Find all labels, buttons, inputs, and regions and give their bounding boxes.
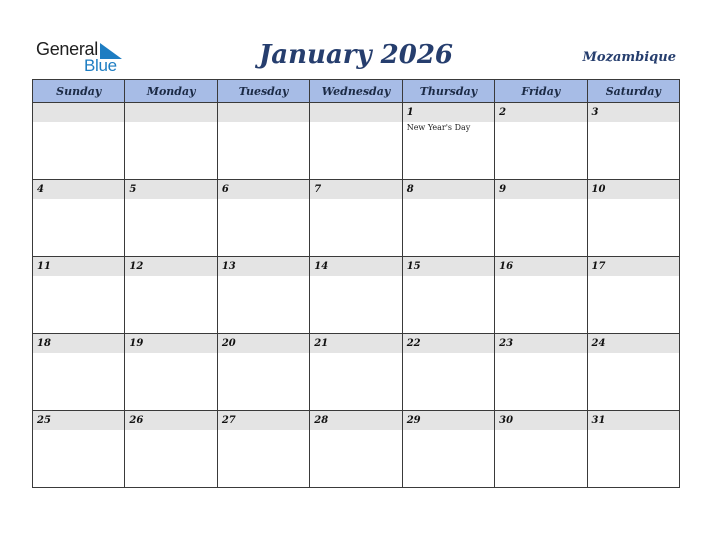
- day-number-band: [218, 257, 309, 276]
- day-number: 16: [499, 261, 514, 272]
- day-number-band: [588, 103, 679, 122]
- day-number-band: [33, 334, 124, 353]
- day-number-band: [125, 103, 216, 122]
- holiday-label: New Year's Day: [406, 123, 471, 132]
- day-number: 26: [129, 415, 144, 426]
- weekday-header: Sunday: [33, 80, 125, 103]
- day-cell: [33, 180, 125, 257]
- country-label: Mozambique: [582, 50, 676, 65]
- weekday-header: Saturday: [587, 80, 679, 103]
- day-number-band: [33, 180, 124, 199]
- week-row: [33, 180, 680, 257]
- day-number: 18: [37, 338, 51, 349]
- day-number-band: [33, 411, 124, 430]
- day-cell: [495, 334, 587, 411]
- week-row: [33, 257, 680, 334]
- day-number: 12: [129, 261, 144, 272]
- day-number: 2: [499, 107, 507, 118]
- day-number: 8: [406, 184, 414, 195]
- day-cell: [495, 411, 587, 488]
- day-cell: [495, 257, 587, 334]
- day-number-band: [125, 180, 216, 199]
- day-cell: [217, 103, 309, 180]
- day-number-band: [495, 257, 586, 276]
- week-row: [33, 103, 680, 180]
- day-number-band: [310, 411, 401, 430]
- day-number: 21: [314, 338, 329, 349]
- day-number-band: [403, 103, 494, 122]
- weekday-header: Thursday: [402, 80, 494, 103]
- day-number: 7: [314, 184, 322, 195]
- day-number: 13: [221, 261, 236, 272]
- day-cell: [217, 411, 309, 488]
- weekday-header: Monday: [125, 80, 217, 103]
- day-cell: [587, 334, 679, 411]
- day-cell: [587, 180, 679, 257]
- day-number: 9: [499, 184, 507, 195]
- day-number-band: [588, 411, 679, 430]
- day-number-band: [403, 257, 494, 276]
- day-cell: [402, 334, 494, 411]
- day-number: 5: [129, 184, 137, 195]
- day-number: 6: [221, 184, 229, 195]
- day-number-band: [588, 180, 679, 199]
- day-number-band: [495, 180, 586, 199]
- day-cell: [33, 257, 125, 334]
- day-number: 11: [37, 261, 51, 272]
- day-number-band: [495, 411, 586, 430]
- day-number-band: [125, 411, 216, 430]
- day-number-band: [218, 411, 309, 430]
- day-number: 19: [129, 338, 144, 349]
- day-number-band: [33, 257, 124, 276]
- day-cell: [310, 411, 402, 488]
- logo-text-blue: Blue: [84, 56, 117, 75]
- day-number: 27: [221, 415, 236, 426]
- day-number-band: [310, 257, 401, 276]
- day-cell: [125, 103, 217, 180]
- day-cell: [402, 257, 494, 334]
- day-cell: [310, 103, 402, 180]
- day-cell: [587, 257, 679, 334]
- day-cell: [33, 411, 125, 488]
- day-number: 4: [37, 184, 44, 195]
- week-row: [33, 411, 680, 488]
- day-cell: [33, 334, 125, 411]
- day-cell: [125, 411, 217, 488]
- day-cell: [217, 334, 309, 411]
- day-number: 31: [591, 415, 606, 426]
- day-number: 20: [221, 338, 236, 349]
- day-number-band: [495, 103, 586, 122]
- day-cell: [402, 180, 494, 257]
- day-number-band: [403, 411, 494, 430]
- day-number-band: [218, 103, 309, 122]
- day-cell: [402, 411, 494, 488]
- calendar-grid: [32, 79, 680, 488]
- day-number: 29: [406, 415, 421, 426]
- day-number-band: [125, 257, 216, 276]
- day-cell: [495, 103, 587, 180]
- logo-text-general: General: [36, 39, 98, 59]
- day-number-band: [218, 334, 309, 353]
- day-number-band: [403, 180, 494, 199]
- day-number: 22: [406, 338, 421, 349]
- day-number: 24: [591, 338, 606, 349]
- day-number: 1: [406, 107, 414, 118]
- day-number: 15: [406, 261, 421, 272]
- day-number: 30: [499, 415, 514, 426]
- day-cell: [310, 180, 402, 257]
- month-title: January 2026: [258, 40, 454, 70]
- day-number-band: [310, 103, 401, 122]
- day-number: 14: [314, 261, 329, 272]
- day-cell: [125, 180, 217, 257]
- day-number-band: [588, 257, 679, 276]
- weekday-header: Wednesday: [310, 80, 402, 103]
- day-cell: [33, 103, 125, 180]
- day-cell: [587, 411, 679, 488]
- day-cell: [125, 334, 217, 411]
- day-cell: [125, 257, 217, 334]
- day-number: 23: [499, 338, 514, 349]
- day-number-band: [125, 334, 216, 353]
- day-cell: [310, 334, 402, 411]
- day-cell: [217, 257, 309, 334]
- day-number: 28: [314, 415, 329, 426]
- day-number-band: [403, 334, 494, 353]
- day-cell: [495, 180, 587, 257]
- day-number: 17: [591, 261, 606, 272]
- day-number: 10: [591, 184, 606, 195]
- day-cell: [402, 103, 494, 180]
- day-number-band: [588, 334, 679, 353]
- day-number-band: [495, 334, 586, 353]
- day-number: 25: [37, 415, 51, 426]
- day-number-band: [33, 103, 124, 122]
- day-number: 3: [591, 107, 599, 118]
- day-cell: [587, 103, 679, 180]
- day-number-band: [310, 180, 401, 199]
- day-cell: [310, 257, 402, 334]
- day-cell: [217, 180, 309, 257]
- weekday-header: Friday: [495, 80, 587, 103]
- weekday-header-row: [33, 80, 680, 103]
- weekday-header: Tuesday: [217, 80, 309, 103]
- week-row: [33, 334, 680, 411]
- day-number-band: [218, 180, 309, 199]
- day-number-band: [310, 334, 401, 353]
